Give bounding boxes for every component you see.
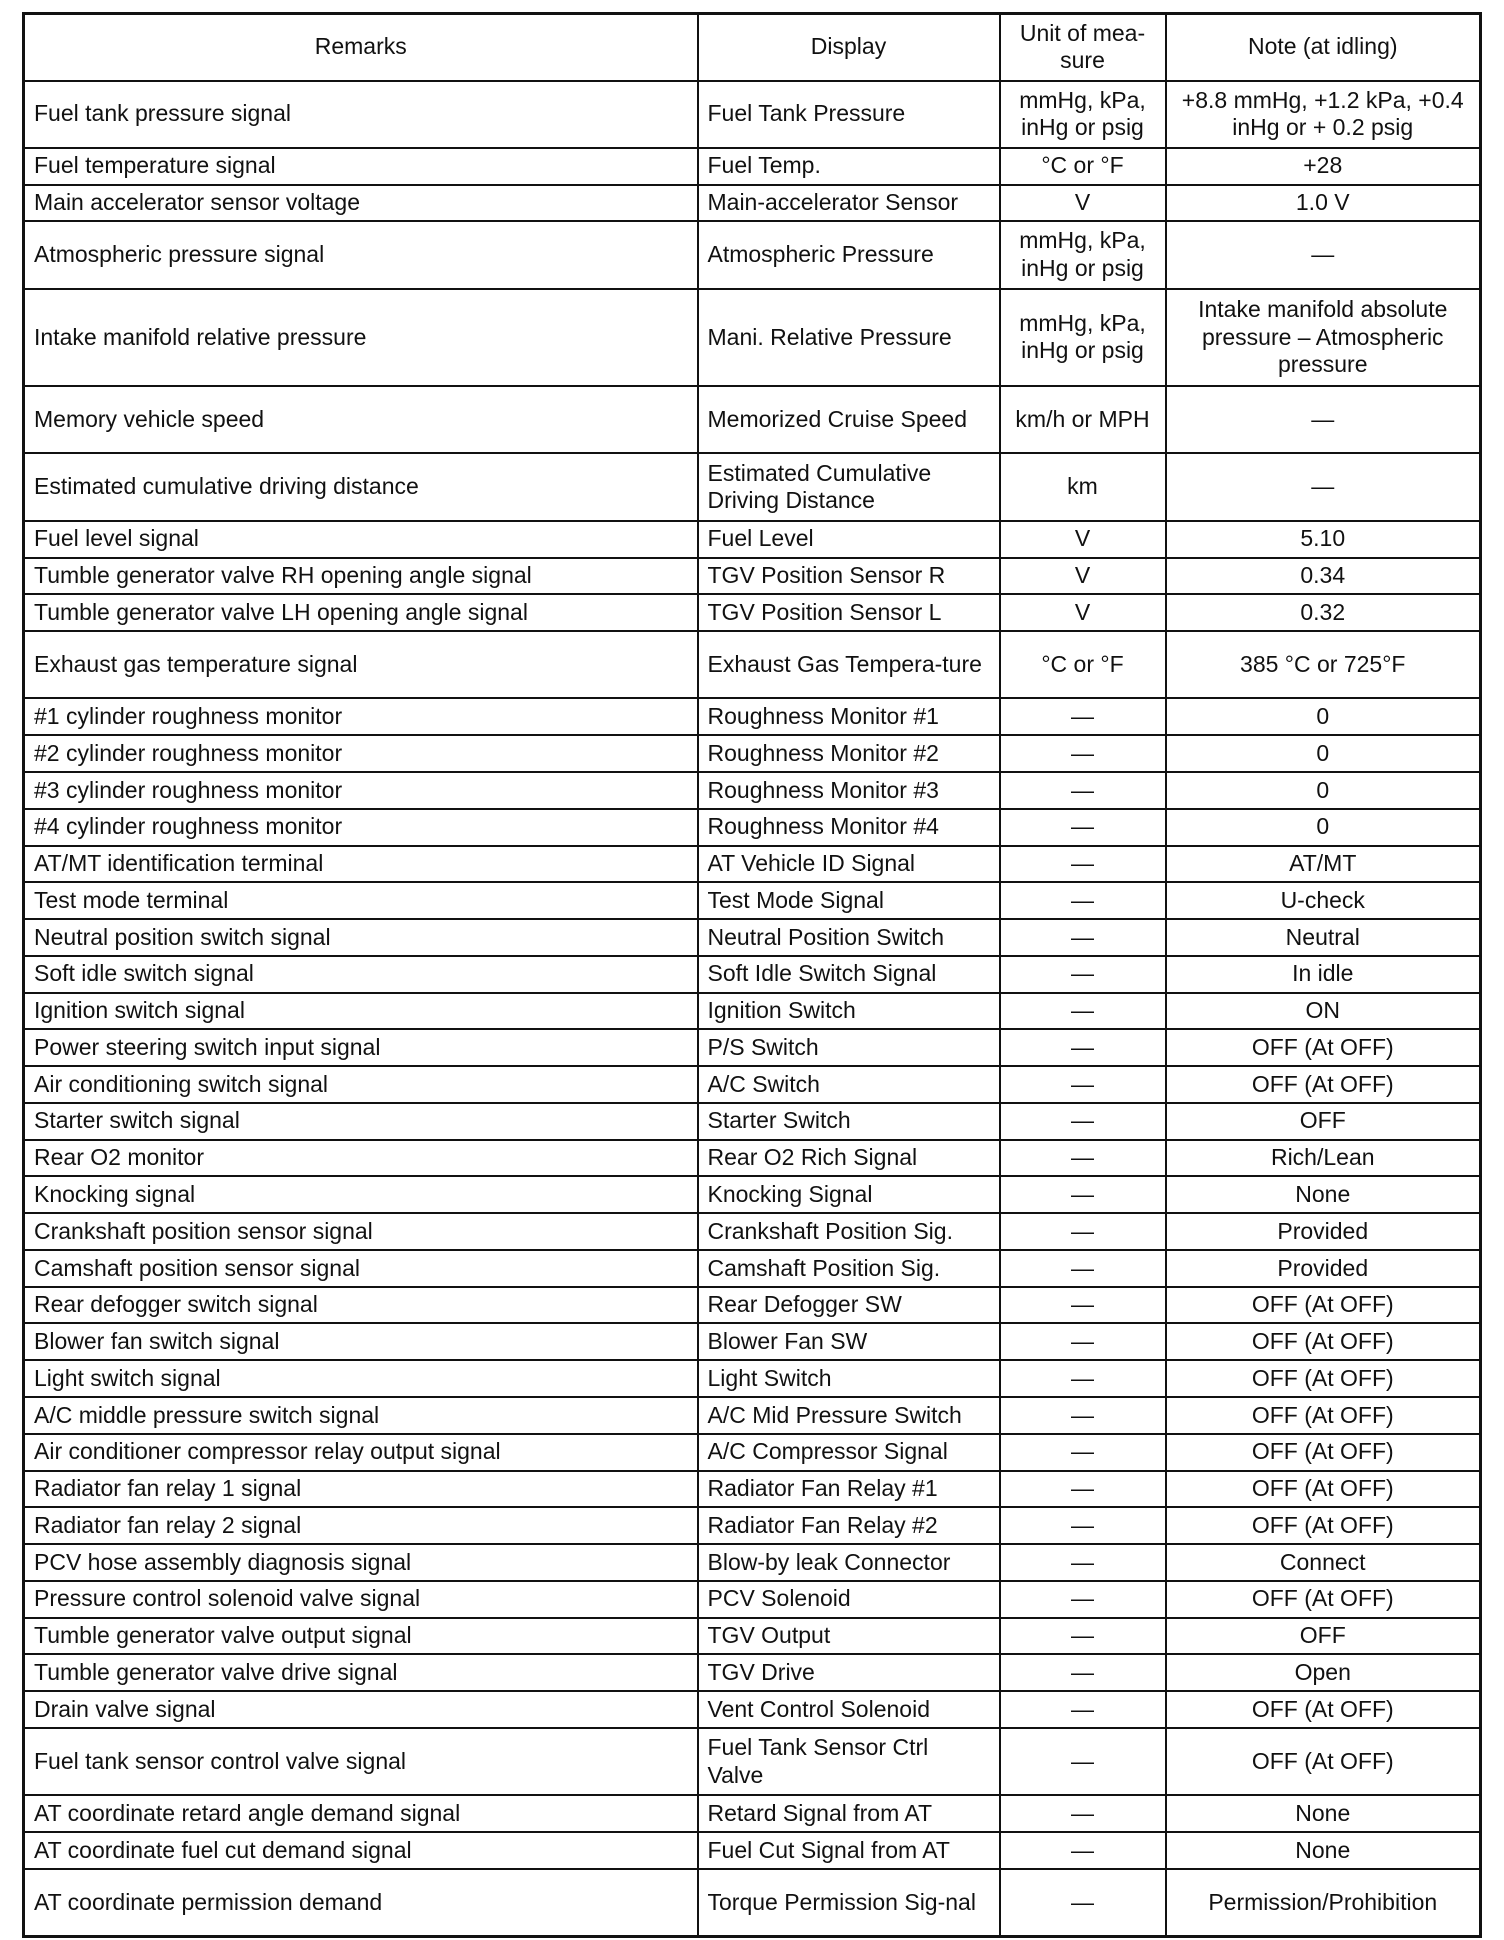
cell-unit: °C or °F bbox=[1000, 631, 1166, 698]
cell-display: Atmospheric Pressure bbox=[698, 221, 1000, 288]
cell-note: OFF (At OFF) bbox=[1166, 1066, 1481, 1103]
cell-unit: — bbox=[1000, 1066, 1166, 1103]
cell-remarks: Rear defogger switch signal bbox=[24, 1287, 698, 1324]
cell-unit: — bbox=[1000, 1397, 1166, 1434]
cell-unit: — bbox=[1000, 1869, 1166, 1937]
cell-remarks: Tumble generator valve drive signal bbox=[24, 1654, 698, 1691]
cell-note: OFF (At OFF) bbox=[1166, 1360, 1481, 1397]
cell-remarks: Blower fan switch signal bbox=[24, 1323, 698, 1360]
cell-unit: — bbox=[1000, 1176, 1166, 1213]
table-row bbox=[24, 809, 1481, 846]
cell-display: A/C Switch bbox=[698, 1066, 1000, 1103]
cell-remarks: AT/MT identification terminal bbox=[24, 846, 698, 883]
cell-remarks: Estimated cumulative driving distance bbox=[24, 453, 698, 520]
cell-display: TGV Position Sensor R bbox=[698, 558, 1000, 595]
cell-display: Roughness Monitor #2 bbox=[698, 735, 1000, 772]
header-row bbox=[24, 14, 1481, 81]
cell-note: — bbox=[1166, 221, 1481, 288]
table-row bbox=[24, 919, 1481, 956]
cell-note: +28 bbox=[1166, 148, 1481, 185]
cell-note: Provided bbox=[1166, 1250, 1481, 1287]
cell-unit: — bbox=[1000, 993, 1166, 1030]
table-row bbox=[24, 386, 1481, 453]
table-row bbox=[24, 1544, 1481, 1581]
table-row bbox=[24, 735, 1481, 772]
cell-unit: V bbox=[1000, 185, 1166, 222]
table-row bbox=[24, 558, 1481, 595]
cell-unit: — bbox=[1000, 1103, 1166, 1140]
cell-display: A/C Mid Pressure Switch bbox=[698, 1397, 1000, 1434]
cell-note: OFF bbox=[1166, 1103, 1481, 1140]
cell-display: Soft Idle Switch Signal bbox=[698, 956, 1000, 993]
table-row bbox=[24, 1287, 1481, 1324]
table-row bbox=[24, 1323, 1481, 1360]
cell-display: Test Mode Signal bbox=[698, 882, 1000, 919]
cell-unit: — bbox=[1000, 1507, 1166, 1544]
cell-note: OFF (At OFF) bbox=[1166, 1581, 1481, 1618]
cell-remarks: Memory vehicle speed bbox=[24, 386, 698, 453]
table-row bbox=[24, 521, 1481, 558]
cell-note: OFF bbox=[1166, 1618, 1481, 1655]
cell-display: Fuel Level bbox=[698, 521, 1000, 558]
cell-display: Radiator Fan Relay #1 bbox=[698, 1471, 1000, 1508]
cell-remarks: #2 cylinder roughness monitor bbox=[24, 735, 698, 772]
cell-unit: mmHg, kPa, inHg or psig bbox=[1000, 81, 1166, 148]
table-row bbox=[24, 185, 1481, 222]
cell-remarks: Radiator fan relay 1 signal bbox=[24, 1471, 698, 1508]
cell-note: OFF (At OFF) bbox=[1166, 1287, 1481, 1324]
cell-display: Ignition Switch bbox=[698, 993, 1000, 1030]
cell-remarks: Camshaft position sensor signal bbox=[24, 1250, 698, 1287]
table-row bbox=[24, 1691, 1481, 1728]
cell-note: OFF (At OFF) bbox=[1166, 1029, 1481, 1066]
cell-note: OFF (At OFF) bbox=[1166, 1691, 1481, 1728]
table-row bbox=[24, 81, 1481, 148]
cell-note: Intake manifold absolute pressure – Atmospheric pressure bbox=[1166, 289, 1481, 386]
cell-note: Open bbox=[1166, 1654, 1481, 1691]
cell-display: Fuel Temp. bbox=[698, 148, 1000, 185]
table-row bbox=[24, 1618, 1481, 1655]
cell-remarks: Main accelerator sensor voltage bbox=[24, 185, 698, 222]
table-row bbox=[24, 1795, 1481, 1832]
cell-display: Knocking Signal bbox=[698, 1176, 1000, 1213]
cell-remarks: Light switch signal bbox=[24, 1360, 698, 1397]
cell-unit: — bbox=[1000, 1544, 1166, 1581]
cell-note: None bbox=[1166, 1176, 1481, 1213]
cell-unit: — bbox=[1000, 1434, 1166, 1471]
cell-display: Estimated Cumulative Driving Distance bbox=[698, 453, 1000, 520]
table-row bbox=[24, 1397, 1481, 1434]
table-row bbox=[24, 1654, 1481, 1691]
cell-note: In idle bbox=[1166, 956, 1481, 993]
cell-unit: V bbox=[1000, 521, 1166, 558]
cell-display: Camshaft Position Sig. bbox=[698, 1250, 1000, 1287]
table-row bbox=[24, 1250, 1481, 1287]
cell-remarks: PCV hose assembly diagnosis signal bbox=[24, 1544, 698, 1581]
cell-display: Radiator Fan Relay #2 bbox=[698, 1507, 1000, 1544]
table-row bbox=[24, 289, 1481, 386]
cell-display: Rear O2 Rich Signal bbox=[698, 1140, 1000, 1177]
cell-display: Memorized Cruise Speed bbox=[698, 386, 1000, 453]
table-row bbox=[24, 1176, 1481, 1213]
cell-note: OFF (At OFF) bbox=[1166, 1323, 1481, 1360]
cell-unit: — bbox=[1000, 772, 1166, 809]
cell-note: 5.10 bbox=[1166, 521, 1481, 558]
cell-note: None bbox=[1166, 1832, 1481, 1869]
cell-unit: — bbox=[1000, 1728, 1166, 1795]
cell-unit: — bbox=[1000, 1618, 1166, 1655]
cell-note: OFF (At OFF) bbox=[1166, 1471, 1481, 1508]
cell-remarks: Air conditioning switch signal bbox=[24, 1066, 698, 1103]
cell-remarks: #3 cylinder roughness monitor bbox=[24, 772, 698, 809]
cell-unit: V bbox=[1000, 558, 1166, 595]
cell-remarks: Tumble generator valve output signal bbox=[24, 1618, 698, 1655]
table-row bbox=[24, 1728, 1481, 1795]
table-row bbox=[24, 698, 1481, 735]
cell-note: U-check bbox=[1166, 882, 1481, 919]
cell-display: AT Vehicle ID Signal bbox=[698, 846, 1000, 883]
cell-remarks: A/C middle pressure switch signal bbox=[24, 1397, 698, 1434]
cell-unit: — bbox=[1000, 1691, 1166, 1728]
cell-note: 0.32 bbox=[1166, 594, 1481, 631]
cell-unit: km/h or MPH bbox=[1000, 386, 1166, 453]
cell-note: 0 bbox=[1166, 772, 1481, 809]
table-row bbox=[24, 993, 1481, 1030]
cell-unit: — bbox=[1000, 1360, 1166, 1397]
table-row bbox=[24, 846, 1481, 883]
cell-display: Fuel Cut Signal from AT bbox=[698, 1832, 1000, 1869]
table-row bbox=[24, 772, 1481, 809]
cell-note: — bbox=[1166, 386, 1481, 453]
cell-unit: °C or °F bbox=[1000, 148, 1166, 185]
cell-display: Torque Permission Sig-nal bbox=[698, 1869, 1000, 1937]
cell-unit: — bbox=[1000, 846, 1166, 883]
cell-unit: — bbox=[1000, 1471, 1166, 1508]
table-row bbox=[24, 631, 1481, 698]
header-note: Note (at idling) bbox=[1166, 14, 1481, 81]
cell-remarks: Test mode terminal bbox=[24, 882, 698, 919]
cell-note: Provided bbox=[1166, 1213, 1481, 1250]
table-row bbox=[24, 1507, 1481, 1544]
table-body bbox=[24, 81, 1481, 1937]
cell-remarks: Soft idle switch signal bbox=[24, 956, 698, 993]
cell-display: Crankshaft Position Sig. bbox=[698, 1213, 1000, 1250]
cell-display: TGV Position Sensor L bbox=[698, 594, 1000, 631]
cell-note: Permission/Prohibition bbox=[1166, 1869, 1481, 1937]
cell-unit: — bbox=[1000, 1795, 1166, 1832]
cell-unit: — bbox=[1000, 1323, 1166, 1360]
cell-note: Connect bbox=[1166, 1544, 1481, 1581]
header-display: Display bbox=[698, 14, 1000, 81]
cell-remarks: Air conditioner compressor relay output signal bbox=[24, 1434, 698, 1471]
cell-note: 1.0 V bbox=[1166, 185, 1481, 222]
cell-remarks: Ignition switch signal bbox=[24, 993, 698, 1030]
cell-remarks: AT coordinate retard angle demand signal bbox=[24, 1795, 698, 1832]
cell-unit: — bbox=[1000, 1654, 1166, 1691]
cell-remarks: Pressure control solenoid valve signal bbox=[24, 1581, 698, 1618]
cell-remarks: Fuel temperature signal bbox=[24, 148, 698, 185]
table-row bbox=[24, 453, 1481, 520]
table-row bbox=[24, 1471, 1481, 1508]
table-row bbox=[24, 1029, 1481, 1066]
cell-display: P/S Switch bbox=[698, 1029, 1000, 1066]
cell-note: Neutral bbox=[1166, 919, 1481, 956]
cell-display: A/C Compressor Signal bbox=[698, 1434, 1000, 1471]
cell-display: Retard Signal from AT bbox=[698, 1795, 1000, 1832]
cell-remarks: Neutral position switch signal bbox=[24, 919, 698, 956]
cell-note: None bbox=[1166, 1795, 1481, 1832]
cell-remarks: Rear O2 monitor bbox=[24, 1140, 698, 1177]
cell-unit: — bbox=[1000, 882, 1166, 919]
cell-remarks: Tumble generator valve RH opening angle signal bbox=[24, 558, 698, 595]
cell-display: Neutral Position Switch bbox=[698, 919, 1000, 956]
cell-display: Blow-by leak Connector bbox=[698, 1544, 1000, 1581]
cell-unit: km bbox=[1000, 453, 1166, 520]
cell-remarks: Power steering switch input signal bbox=[24, 1029, 698, 1066]
cell-note: 0 bbox=[1166, 698, 1481, 735]
cell-remarks: Atmospheric pressure signal bbox=[24, 221, 698, 288]
cell-unit: V bbox=[1000, 594, 1166, 631]
cell-display: Roughness Monitor #3 bbox=[698, 772, 1000, 809]
cell-remarks: #4 cylinder roughness monitor bbox=[24, 809, 698, 846]
cell-remarks: Starter switch signal bbox=[24, 1103, 698, 1140]
cell-display: Fuel Tank Sensor Ctrl Valve bbox=[698, 1728, 1000, 1795]
cell-display: PCV Solenoid bbox=[698, 1581, 1000, 1618]
cell-unit: — bbox=[1000, 919, 1166, 956]
cell-note: 385 °C or 725°F bbox=[1166, 631, 1481, 698]
table-row bbox=[24, 1140, 1481, 1177]
table-row bbox=[24, 956, 1481, 993]
cell-display: Vent Control Solenoid bbox=[698, 1691, 1000, 1728]
cell-unit: — bbox=[1000, 698, 1166, 735]
cell-note: — bbox=[1166, 453, 1481, 520]
cell-display: Starter Switch bbox=[698, 1103, 1000, 1140]
cell-note: 0.34 bbox=[1166, 558, 1481, 595]
cell-display: Mani. Relative Pressure bbox=[698, 289, 1000, 386]
table-row bbox=[24, 1103, 1481, 1140]
table-row bbox=[24, 882, 1481, 919]
cell-display: Main-accelerator Sensor bbox=[698, 185, 1000, 222]
cell-unit: mmHg, kPa, inHg or psig bbox=[1000, 289, 1166, 386]
cell-remarks: Knocking signal bbox=[24, 1176, 698, 1213]
header-remarks: Remarks bbox=[24, 14, 698, 81]
table-row bbox=[24, 221, 1481, 288]
cell-note: OFF (At OFF) bbox=[1166, 1397, 1481, 1434]
cell-display: TGV Output bbox=[698, 1618, 1000, 1655]
cell-unit: — bbox=[1000, 1581, 1166, 1618]
cell-remarks: AT coordinate fuel cut demand signal bbox=[24, 1832, 698, 1869]
table-row bbox=[24, 1066, 1481, 1103]
cell-note: ON bbox=[1166, 993, 1481, 1030]
cell-note: Rich/Lean bbox=[1166, 1140, 1481, 1177]
cell-unit: — bbox=[1000, 1029, 1166, 1066]
cell-note: AT/MT bbox=[1166, 846, 1481, 883]
cell-display: TGV Drive bbox=[698, 1654, 1000, 1691]
table-row bbox=[24, 1434, 1481, 1471]
table-row bbox=[24, 1213, 1481, 1250]
cell-unit: — bbox=[1000, 1832, 1166, 1869]
cell-display: Fuel Tank Pressure bbox=[698, 81, 1000, 148]
table-row bbox=[24, 1581, 1481, 1618]
cell-remarks: AT coordinate permission demand bbox=[24, 1869, 698, 1937]
cell-unit: — bbox=[1000, 1287, 1166, 1324]
cell-remarks: Crankshaft position sensor signal bbox=[24, 1213, 698, 1250]
cell-note: +8.8 mmHg, +1.2 kPa, +0.4 inHg or + 0.2 psig bbox=[1166, 81, 1481, 148]
cell-remarks: Exhaust gas temperature signal bbox=[24, 631, 698, 698]
cell-note: OFF (At OFF) bbox=[1166, 1507, 1481, 1544]
cell-remarks: #1 cylinder roughness monitor bbox=[24, 698, 698, 735]
cell-note: OFF (At OFF) bbox=[1166, 1434, 1481, 1471]
table-row bbox=[24, 1360, 1481, 1397]
header-unit: Unit of mea-sure bbox=[1000, 14, 1166, 81]
cell-remarks: Fuel tank sensor control valve signal bbox=[24, 1728, 698, 1795]
cell-display: Rear Defogger SW bbox=[698, 1287, 1000, 1324]
cell-unit: — bbox=[1000, 956, 1166, 993]
cell-remarks: Fuel tank pressure signal bbox=[24, 81, 698, 148]
cell-unit: — bbox=[1000, 735, 1166, 772]
cell-display: Roughness Monitor #4 bbox=[698, 809, 1000, 846]
table-row bbox=[24, 1832, 1481, 1869]
cell-unit: — bbox=[1000, 809, 1166, 846]
cell-display: Light Switch bbox=[698, 1360, 1000, 1397]
cell-note: 0 bbox=[1166, 809, 1481, 846]
cell-unit: mmHg, kPa, inHg or psig bbox=[1000, 221, 1166, 288]
cell-unit: — bbox=[1000, 1140, 1166, 1177]
table-row bbox=[24, 148, 1481, 185]
cell-note: 0 bbox=[1166, 735, 1481, 772]
table-row bbox=[24, 594, 1481, 631]
cell-remarks: Fuel level signal bbox=[24, 521, 698, 558]
cell-note: OFF (At OFF) bbox=[1166, 1728, 1481, 1795]
cell-display: Blower Fan SW bbox=[698, 1323, 1000, 1360]
table-row bbox=[24, 1869, 1481, 1937]
cell-display: Roughness Monitor #1 bbox=[698, 698, 1000, 735]
cell-remarks: Drain valve signal bbox=[24, 1691, 698, 1728]
cell-remarks: Radiator fan relay 2 signal bbox=[24, 1507, 698, 1544]
cell-unit: — bbox=[1000, 1213, 1166, 1250]
cell-remarks: Intake manifold relative pressure bbox=[24, 289, 698, 386]
cell-display: Exhaust Gas Tempera-ture bbox=[698, 631, 1000, 698]
data-table bbox=[22, 12, 1482, 1938]
cell-remarks: Tumble generator valve LH opening angle signal bbox=[24, 594, 698, 631]
cell-unit: — bbox=[1000, 1250, 1166, 1287]
